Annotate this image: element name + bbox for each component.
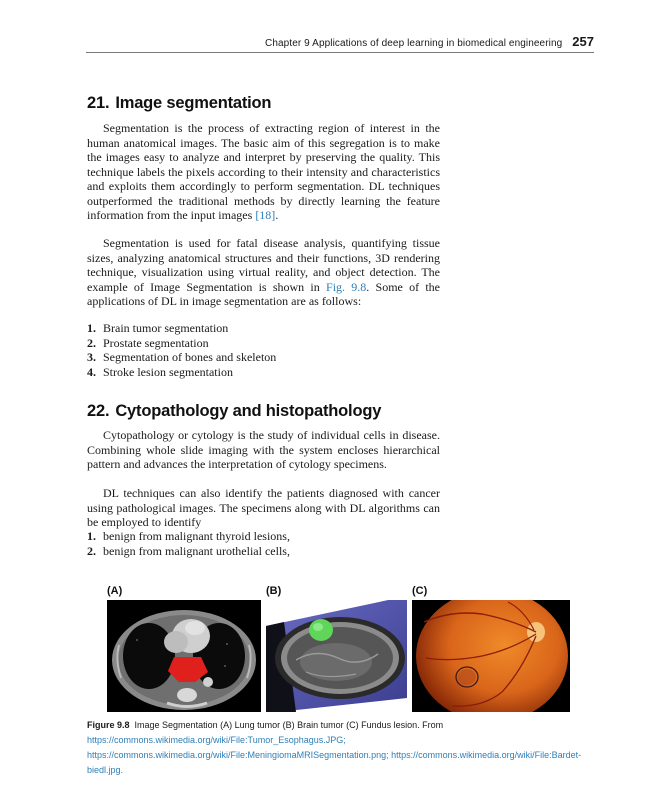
paragraph-text: Cytopathology or cytology is the study of individual cells in disease. Combining whole slide imaging with the system encloses hierarchical pattern and advances the interpretation of cytology specimens. bbox=[87, 428, 440, 472]
list-item bbox=[87, 350, 440, 365]
list-number: 2. bbox=[87, 335, 96, 350]
list-text: Stroke lesion segmentation bbox=[103, 364, 233, 379]
panel-label-a: (A) bbox=[107, 585, 123, 597]
figure-link[interactable]: Fig. 9.8 bbox=[326, 279, 367, 294]
header-rule bbox=[86, 52, 594, 53]
figure-caption bbox=[87, 718, 597, 778]
panel-label-c: (C) bbox=[412, 585, 428, 597]
section-heading-21 bbox=[87, 94, 271, 113]
figure-panel-b-brain-tumor bbox=[266, 600, 407, 712]
list-text: Prostate segmentation bbox=[103, 335, 209, 350]
panel-label-b: (B) bbox=[266, 585, 282, 597]
list-item bbox=[87, 336, 440, 351]
list-item bbox=[87, 321, 440, 336]
list-number: 1. bbox=[87, 529, 96, 543]
paragraph-text: DL techniques can also identify the patients diagnosed with cancer using pathological images. The specimens along with DL algorithms can be employed to identify bbox=[87, 486, 440, 530]
section-number: 22. bbox=[87, 402, 110, 420]
mri-scan-image bbox=[266, 600, 407, 712]
paragraph-dl-cancer bbox=[87, 486, 440, 530]
list-item bbox=[87, 544, 440, 559]
section-heading-22 bbox=[87, 402, 381, 421]
caption-source-links[interactable]: https://commons.wikimedia.org/wiki/File:Tumor_Esophagus.JPG; https://commons.wikimedia.org/wiki/File:MeningiomaMRISegmentation.png; https://commons.wikimedia.org/wiki/File:Bardet-biedl.jpg. bbox=[87, 735, 582, 775]
caption-from: From bbox=[422, 720, 444, 730]
figure-label: Figure 9.8 bbox=[87, 720, 130, 730]
list-number: 2. bbox=[87, 543, 96, 558]
paragraph-text-end: . Some of the applications of DL in image segmentation are as follows: bbox=[87, 279, 441, 309]
page-number: 257 bbox=[572, 34, 594, 49]
ct-scan-image bbox=[107, 600, 261, 712]
running-head bbox=[86, 34, 594, 52]
figure-panel-a-lung-tumor bbox=[107, 600, 261, 712]
paragraph-text: Segmentation is the process of extracting region of interest in the human anatomical images. The basic aim of this segregation is to make the images easy to analyze and interpret by preserving the quality. This technique labels the pixels according to their intensity and characteristics and exploits them accordingly to perform segmentation. DL techniques outperformed the traditional methods by directly learning the feature information from the input images bbox=[87, 121, 440, 223]
citation-link[interactable]: [18] bbox=[255, 208, 276, 223]
list-text: benign from malignant thyroid lesions, bbox=[103, 529, 290, 543]
list-item bbox=[87, 529, 440, 544]
section-title: Cytopathology and histopathology bbox=[115, 402, 382, 420]
segmentation-applications-list bbox=[87, 321, 440, 379]
section-number: 21. bbox=[87, 94, 110, 112]
list-number: 4. bbox=[87, 364, 96, 379]
chapter-title: Chapter 9 Applications of deep learning in biomedical engineering bbox=[265, 38, 563, 49]
figure-panel-c-fundus-lesion bbox=[412, 600, 570, 712]
paragraph-text: Segmentation is used for fatal disease analysis, quantifying tissue sizes, analyzing anatomical structures and their functions, 3D rendering technique, visualization using virtual reality, and object detection. The example of Image Segmentation is shown in bbox=[87, 236, 440, 294]
paragraph-segmentation-uses bbox=[87, 236, 440, 309]
list-number: 3. bbox=[87, 350, 96, 364]
fundus-image bbox=[412, 600, 570, 712]
list-text: Segmentation of bones and skeleton bbox=[103, 350, 277, 364]
paragraph-text-end: . bbox=[275, 208, 279, 223]
caption-text: Image Segmentation (A) Lung tumor (B) Brain tumor (C) Fundus lesion. bbox=[134, 720, 420, 730]
list-text: Brain tumor segmentation bbox=[103, 321, 229, 335]
paragraph-cytopathology bbox=[87, 428, 440, 472]
list-item bbox=[87, 365, 440, 380]
section-title: Image segmentation bbox=[115, 94, 272, 112]
list-text: benign from malignant urothelial cells, bbox=[103, 543, 290, 558]
list-number: 1. bbox=[87, 321, 96, 335]
cytology-list bbox=[87, 529, 440, 558]
paragraph-segmentation-intro bbox=[87, 121, 440, 223]
